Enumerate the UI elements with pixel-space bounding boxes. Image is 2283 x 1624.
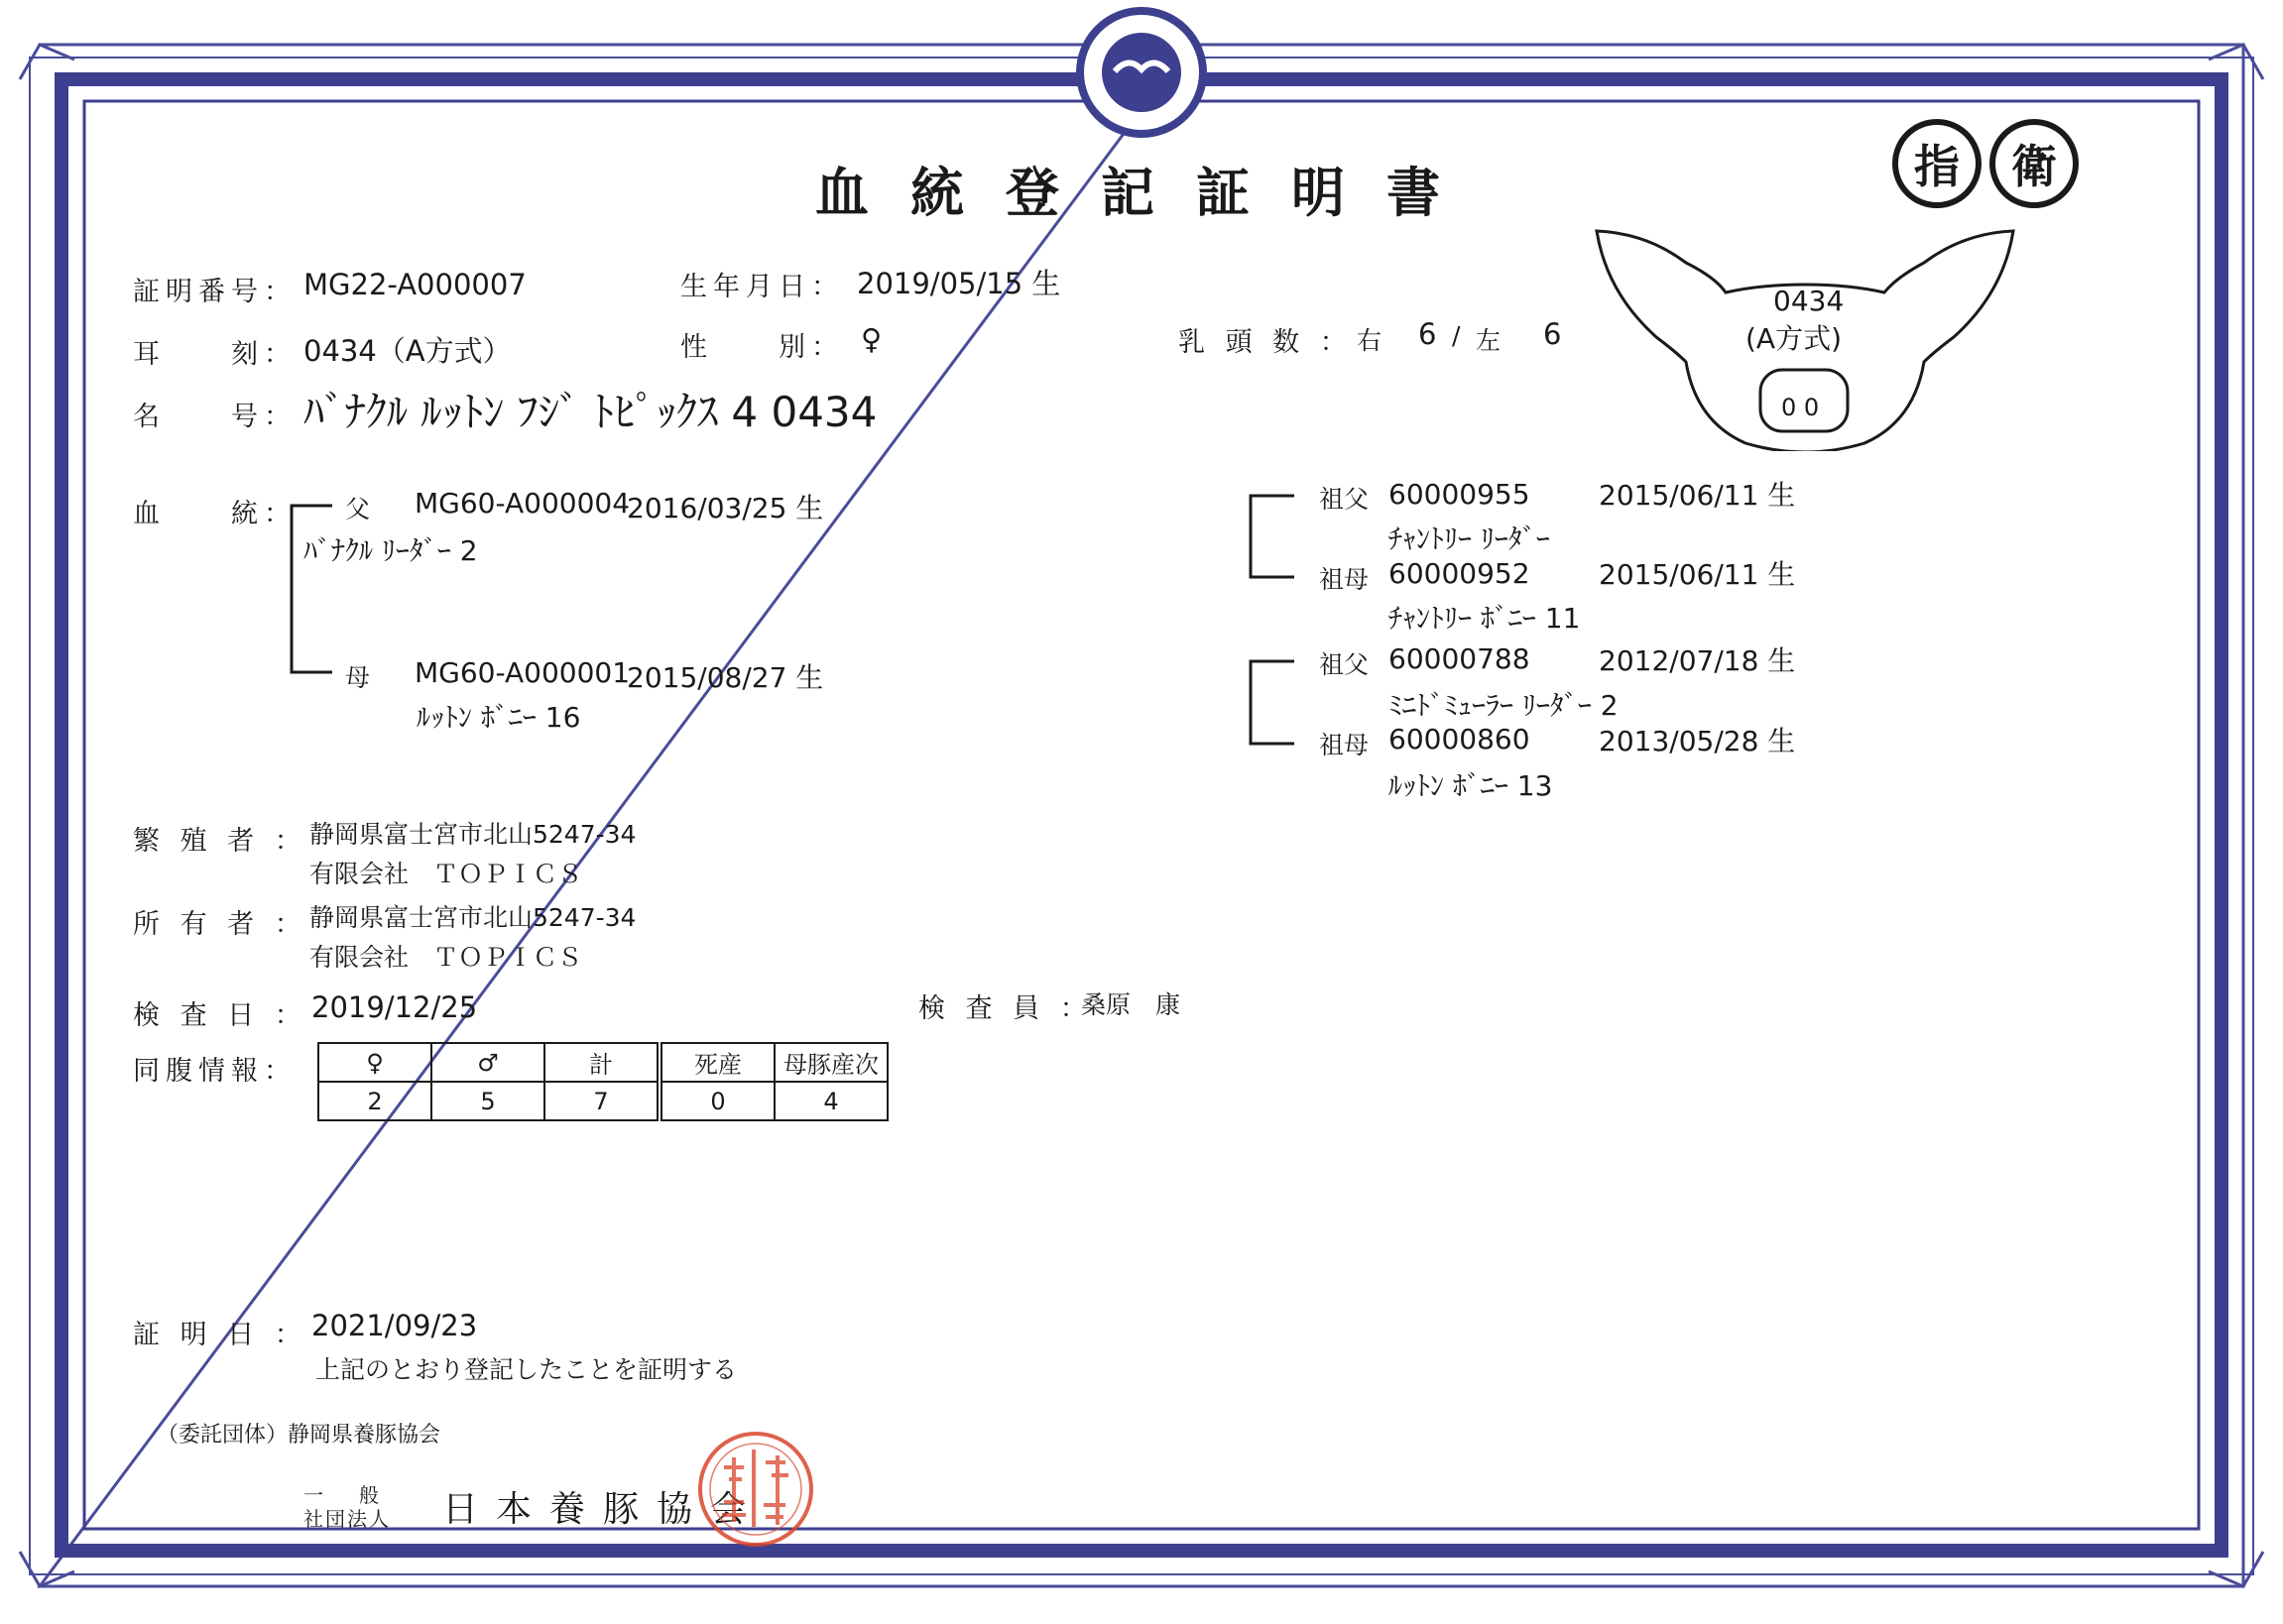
- diagram-nose: 0 0: [1781, 394, 1820, 421]
- litter-table: [317, 1042, 889, 1121]
- litter-value-row: [318, 1082, 888, 1120]
- grandparent-brackets: [1245, 486, 1304, 754]
- issuer-name: 日本養豚協会: [442, 1489, 765, 1530]
- litter-male-count: 5: [431, 1082, 544, 1120]
- breeder-label: 繁 殖 者 ：: [133, 826, 307, 857]
- litter-header-male: ♂: [431, 1043, 544, 1082]
- breeder-address: 静岡県富士宮市北山5247-34: [309, 820, 637, 849]
- gp2-id: 60000952: [1388, 557, 1530, 590]
- dam-id: MG60-A000001: [415, 656, 631, 689]
- document-title: 血統登記証明書: [815, 162, 1482, 224]
- gp3-date: 2012/07/18 生: [1599, 644, 1796, 677]
- stamp-shi: 指: [1892, 119, 1982, 208]
- commissioned-org: （委託団体）静岡県養豚協会: [157, 1423, 441, 1448]
- teats-right-label: 右: [1357, 326, 1382, 355]
- owner-company: 有限会社 ＴＯＰＩＣＳ: [309, 943, 583, 972]
- name-label: 名 号：: [133, 402, 297, 432]
- sire-role: 父: [345, 495, 371, 523]
- gp2-date: 2015/06/11 生: [1599, 558, 1796, 591]
- sex-value: ♀: [861, 322, 883, 356]
- litter-female-count: 2: [318, 1082, 431, 1120]
- cert-no-value: MG22-A000007: [303, 268, 527, 301]
- gp3-role: 祖父: [1319, 650, 1370, 679]
- gp3-name: ﾐﾆﾄﾞﾐｭｰﾗｰ ﾘｰﾀﾞｰ 2: [1388, 689, 1619, 722]
- sire-name: ﾊﾞﾅｸﾙ ﾘｰﾀﾞｰ 2: [303, 534, 478, 567]
- gp4-name: ﾙｯﾄﾝ ﾎﾞﾆｰ 13: [1388, 769, 1553, 802]
- issuer-type-bottom: 社団法人: [303, 1507, 391, 1531]
- teats-label: 乳 頭 数 ：: [1178, 327, 1353, 358]
- teats-right-value: 6: [1418, 317, 1437, 351]
- gp3-id: 60000788: [1388, 642, 1530, 675]
- pig-name: ﾊﾞﾅｸﾙ ﾙｯﾄﾝ ﾌｼﾞ ﾄﾋﾟｯｸｽ 4 0434: [303, 388, 878, 436]
- pedigree-bracket: [288, 496, 347, 679]
- litter-total-count: 7: [544, 1082, 660, 1120]
- gp2-name: ﾁｬﾝﾄﾘｰ ﾎﾞﾆｰ 11: [1388, 602, 1581, 635]
- gp1-id: 60000955: [1388, 478, 1530, 511]
- cert-no-label: 証明番号：: [133, 277, 297, 307]
- official-seal: [694, 1428, 817, 1551]
- gp1-role: 祖父: [1319, 485, 1370, 514]
- diagram-ear-number: 0434: [1773, 285, 1845, 317]
- litter-header-female: ♀: [318, 1043, 431, 1082]
- litter-header-stillborn: 死産: [660, 1043, 775, 1082]
- breeder-company: 有限会社 ＴＯＰＩＣＳ: [309, 860, 583, 888]
- inspection-date-label: 検 査 日 ：: [133, 1000, 307, 1031]
- gp1-date: 2015/06/11 生: [1599, 479, 1796, 512]
- birth-date-value: 2019/05/15 生: [857, 267, 1061, 300]
- sire-id: MG60-A000004: [415, 487, 631, 520]
- cert-date-value: 2021/09/23: [311, 1309, 478, 1342]
- teats-slash: /: [1452, 321, 1461, 350]
- issuer-type-top: 一 般: [303, 1483, 387, 1507]
- cert-date-label: 証 明 日 ：: [133, 1320, 307, 1350]
- litter-stillborn-count: 0: [660, 1082, 775, 1120]
- birth-date-label: 生年月日：: [680, 272, 844, 302]
- gp4-role: 祖母: [1319, 731, 1370, 759]
- teats-left-value: 6: [1543, 317, 1562, 351]
- gp2-role: 祖母: [1319, 565, 1370, 594]
- ear-tag-label: 耳 刻：: [133, 339, 297, 370]
- cert-statement: 上記のとおり登記したことを証明する: [315, 1355, 738, 1384]
- dam-date: 2015/08/27 生: [627, 661, 824, 694]
- gp1-name: ﾁｬﾝﾄﾘｰ ﾘｰﾀﾞｰ: [1388, 522, 1550, 555]
- inspector-label: 検 査 員 ：: [918, 993, 1093, 1024]
- sex-label: 性 別：: [680, 332, 844, 363]
- owner-address: 静岡県富士宮市北山5247-34: [309, 903, 637, 932]
- stamp-ei: 衛: [1989, 119, 2079, 208]
- litter-header-parity: 母豚産次: [775, 1043, 888, 1082]
- owner-label: 所 有 者 ：: [133, 909, 307, 940]
- litter-label: 同腹情報：: [133, 1056, 297, 1087]
- diagram-ear-method: (A方式): [1745, 322, 1843, 355]
- dam-name: ﾙｯﾄﾝ ﾎﾞﾆｰ 16: [417, 701, 581, 734]
- pedigree-label: 血 統：: [133, 499, 297, 529]
- sire-date: 2016/03/25 生: [627, 492, 824, 524]
- inspection-date-value: 2019/12/25: [311, 990, 478, 1024]
- dam-role: 母: [345, 663, 371, 692]
- litter-header-total: 計: [544, 1043, 660, 1082]
- gp4-id: 60000860: [1388, 723, 1530, 755]
- litter-header-row: [318, 1043, 888, 1082]
- inspector-name: 桑原 康: [1081, 990, 1181, 1019]
- ear-tag-value: 0434（A方式）: [303, 334, 512, 368]
- litter-parity-value: 4: [775, 1082, 888, 1120]
- gp4-date: 2013/05/28 生: [1599, 725, 1796, 757]
- teats-left-label: 左: [1476, 326, 1502, 355]
